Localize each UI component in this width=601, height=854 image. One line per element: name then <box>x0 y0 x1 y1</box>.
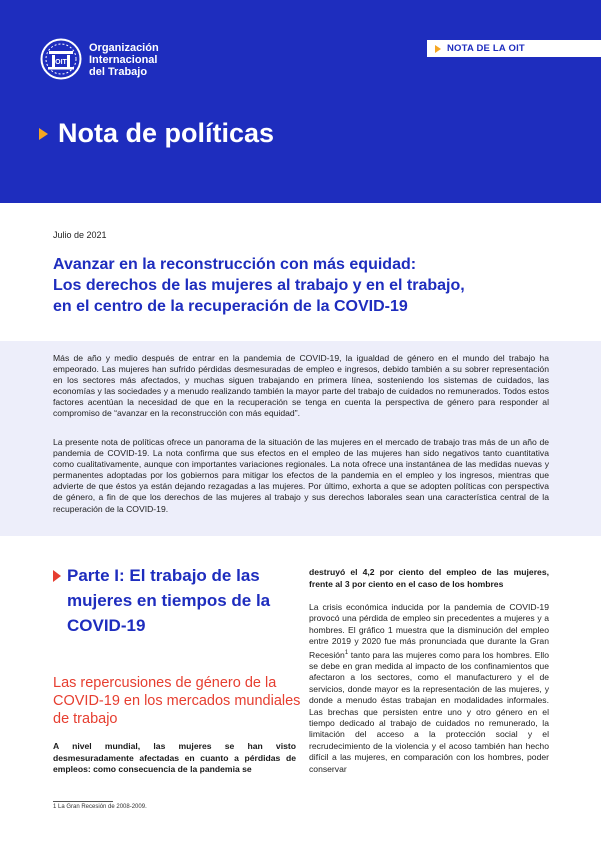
footnote-divider <box>53 801 113 802</box>
footnote: 1 La Gran Recesión de 2008-2009. <box>53 804 147 810</box>
ilo-logo-icon <box>40 38 82 80</box>
subtitle-line-2: Los derechos de las mujeres al trabajo y en el trabajo, <box>53 277 465 294</box>
badge-label: NOTA DE LA OIT <box>447 43 525 54</box>
document-type-badge <box>427 40 601 57</box>
part-heading-text: Parte I: El trabajo de las mujeres en tiempos de la COVID-19 <box>67 566 271 635</box>
subtitle-line-1: Avanzar en la reconstrucción con más equidad: <box>53 256 417 273</box>
page-title-text: Nota de políticas <box>58 118 275 148</box>
summary-paragraph-1: Más de año y medio después de entrar en la pandemia de COVID-19, la igualdad de género en el mundo del trabajo ha empeorado. Las mujeres han sufrido pérdidas desmesuradas de empleo e ingresos, debido también a su sobrer representación en los sectores más afectados, y muchas siguen trabajando en primera línea, sosteniendo los sistemas de cuidados, las economías y las sociedades y a menudo realizando también la mayor parte del trabajo de cuidados no remunerados. Todos estos factores acentúan la necesidad de que en la recuperación se tenga en cuenta la perspectiva de género para responder al compromiso de “avanzar en la reconstrucción con más equidad”. <box>53 353 549 419</box>
org-name <box>89 42 159 78</box>
lead-paragraph: A nivel mundial, las mujeres se han visto desmesuradamente afectadas en cuanto a pérdidas de empleos: como consecuencia de la pandemia se <box>53 741 296 774</box>
triangle-bullet-icon <box>39 128 48 140</box>
body-paragraph <box>309 602 549 775</box>
triangle-bullet-icon <box>435 45 441 53</box>
org-name-line-1: Organización <box>89 42 159 54</box>
body-text-b: tanto para las mujeres como para los hombres. Ello se debe en gran medida al impacto de los confinamientos que afectaron a los sectores, como el manufacturero y el de servicios, donde mayor es la representación de las mujeres, y donde a menudo éstas trabajan en modalidades informales. Las brechas que persisten entre uno y otro género en el tiempo dedicado al trabajo de cuidados no remunerado, la limitación del acceso a la protección social y el recrudecimiento de la violencia y el acoso también han hecho difícil a las mujeres, en comparación con los hombres, poder conservar <box>309 649 549 774</box>
section-heading: Las repercusiones de género de la COVID-19 en los mercados mundiales de trabajo <box>53 675 301 727</box>
summary-paragraph-2: La presente nota de políticas ofrece un panorama de la situación de las mujeres en el mercado de trabajo tras más de un año de pandemia de COVID-19. La nota confirma que sus efectos en el empleo de las mujeres han sido negativos tanto cuantitativa como cualitativamente, aunque con importantes variaciones regionales. La nota ofrece una instantánea de las medidas nuevas y permanentes adoptadas por los gobiernos para mitigar los efectos de la pandemia en el empleo y los ingresos, mientras que advierte de que éstos ya están dejando rezagadas a las mujeres. Por último, exhorta a que se adopten políticas con perspectiva de género, a fin de que los derechos de las mujeres al trabajo y sus derechos laborales sean una característica central de la recuperación de la COVID-19. <box>53 437 549 514</box>
page-title <box>39 118 274 149</box>
publication-date: Julio de 2021 <box>53 230 107 240</box>
subtitle-line-3: en el centro de la recuperación de la COVID-19 <box>53 298 408 315</box>
triangle-bullet-icon <box>53 570 61 582</box>
part-heading <box>53 563 278 638</box>
org-name-line-3: del Trabajo <box>89 66 148 78</box>
summary-box <box>0 341 601 536</box>
header-banner <box>0 0 601 203</box>
footnote-reference[interactable]: 1 <box>344 649 349 656</box>
document-subtitle <box>53 254 465 317</box>
body-text-a: La crisis económica inducida por la pandemia de COVID-19 provocó una pérdida de empleo sin precedentes a mujeres y a hombres. El gráfico 1 muestra que la disminución del empleo entre 2019 y 2020 fue más pronunciada que durante la Gran Recesión <box>309 602 549 660</box>
lead-paragraph-continued: destruyó el 4,2 por ciento del empleo de las mujeres, frente al 3 por ciento en el caso de los hombres <box>309 567 549 589</box>
org-name-line-2: Internacional <box>89 54 158 66</box>
logo-lettering: OIT <box>55 59 67 66</box>
